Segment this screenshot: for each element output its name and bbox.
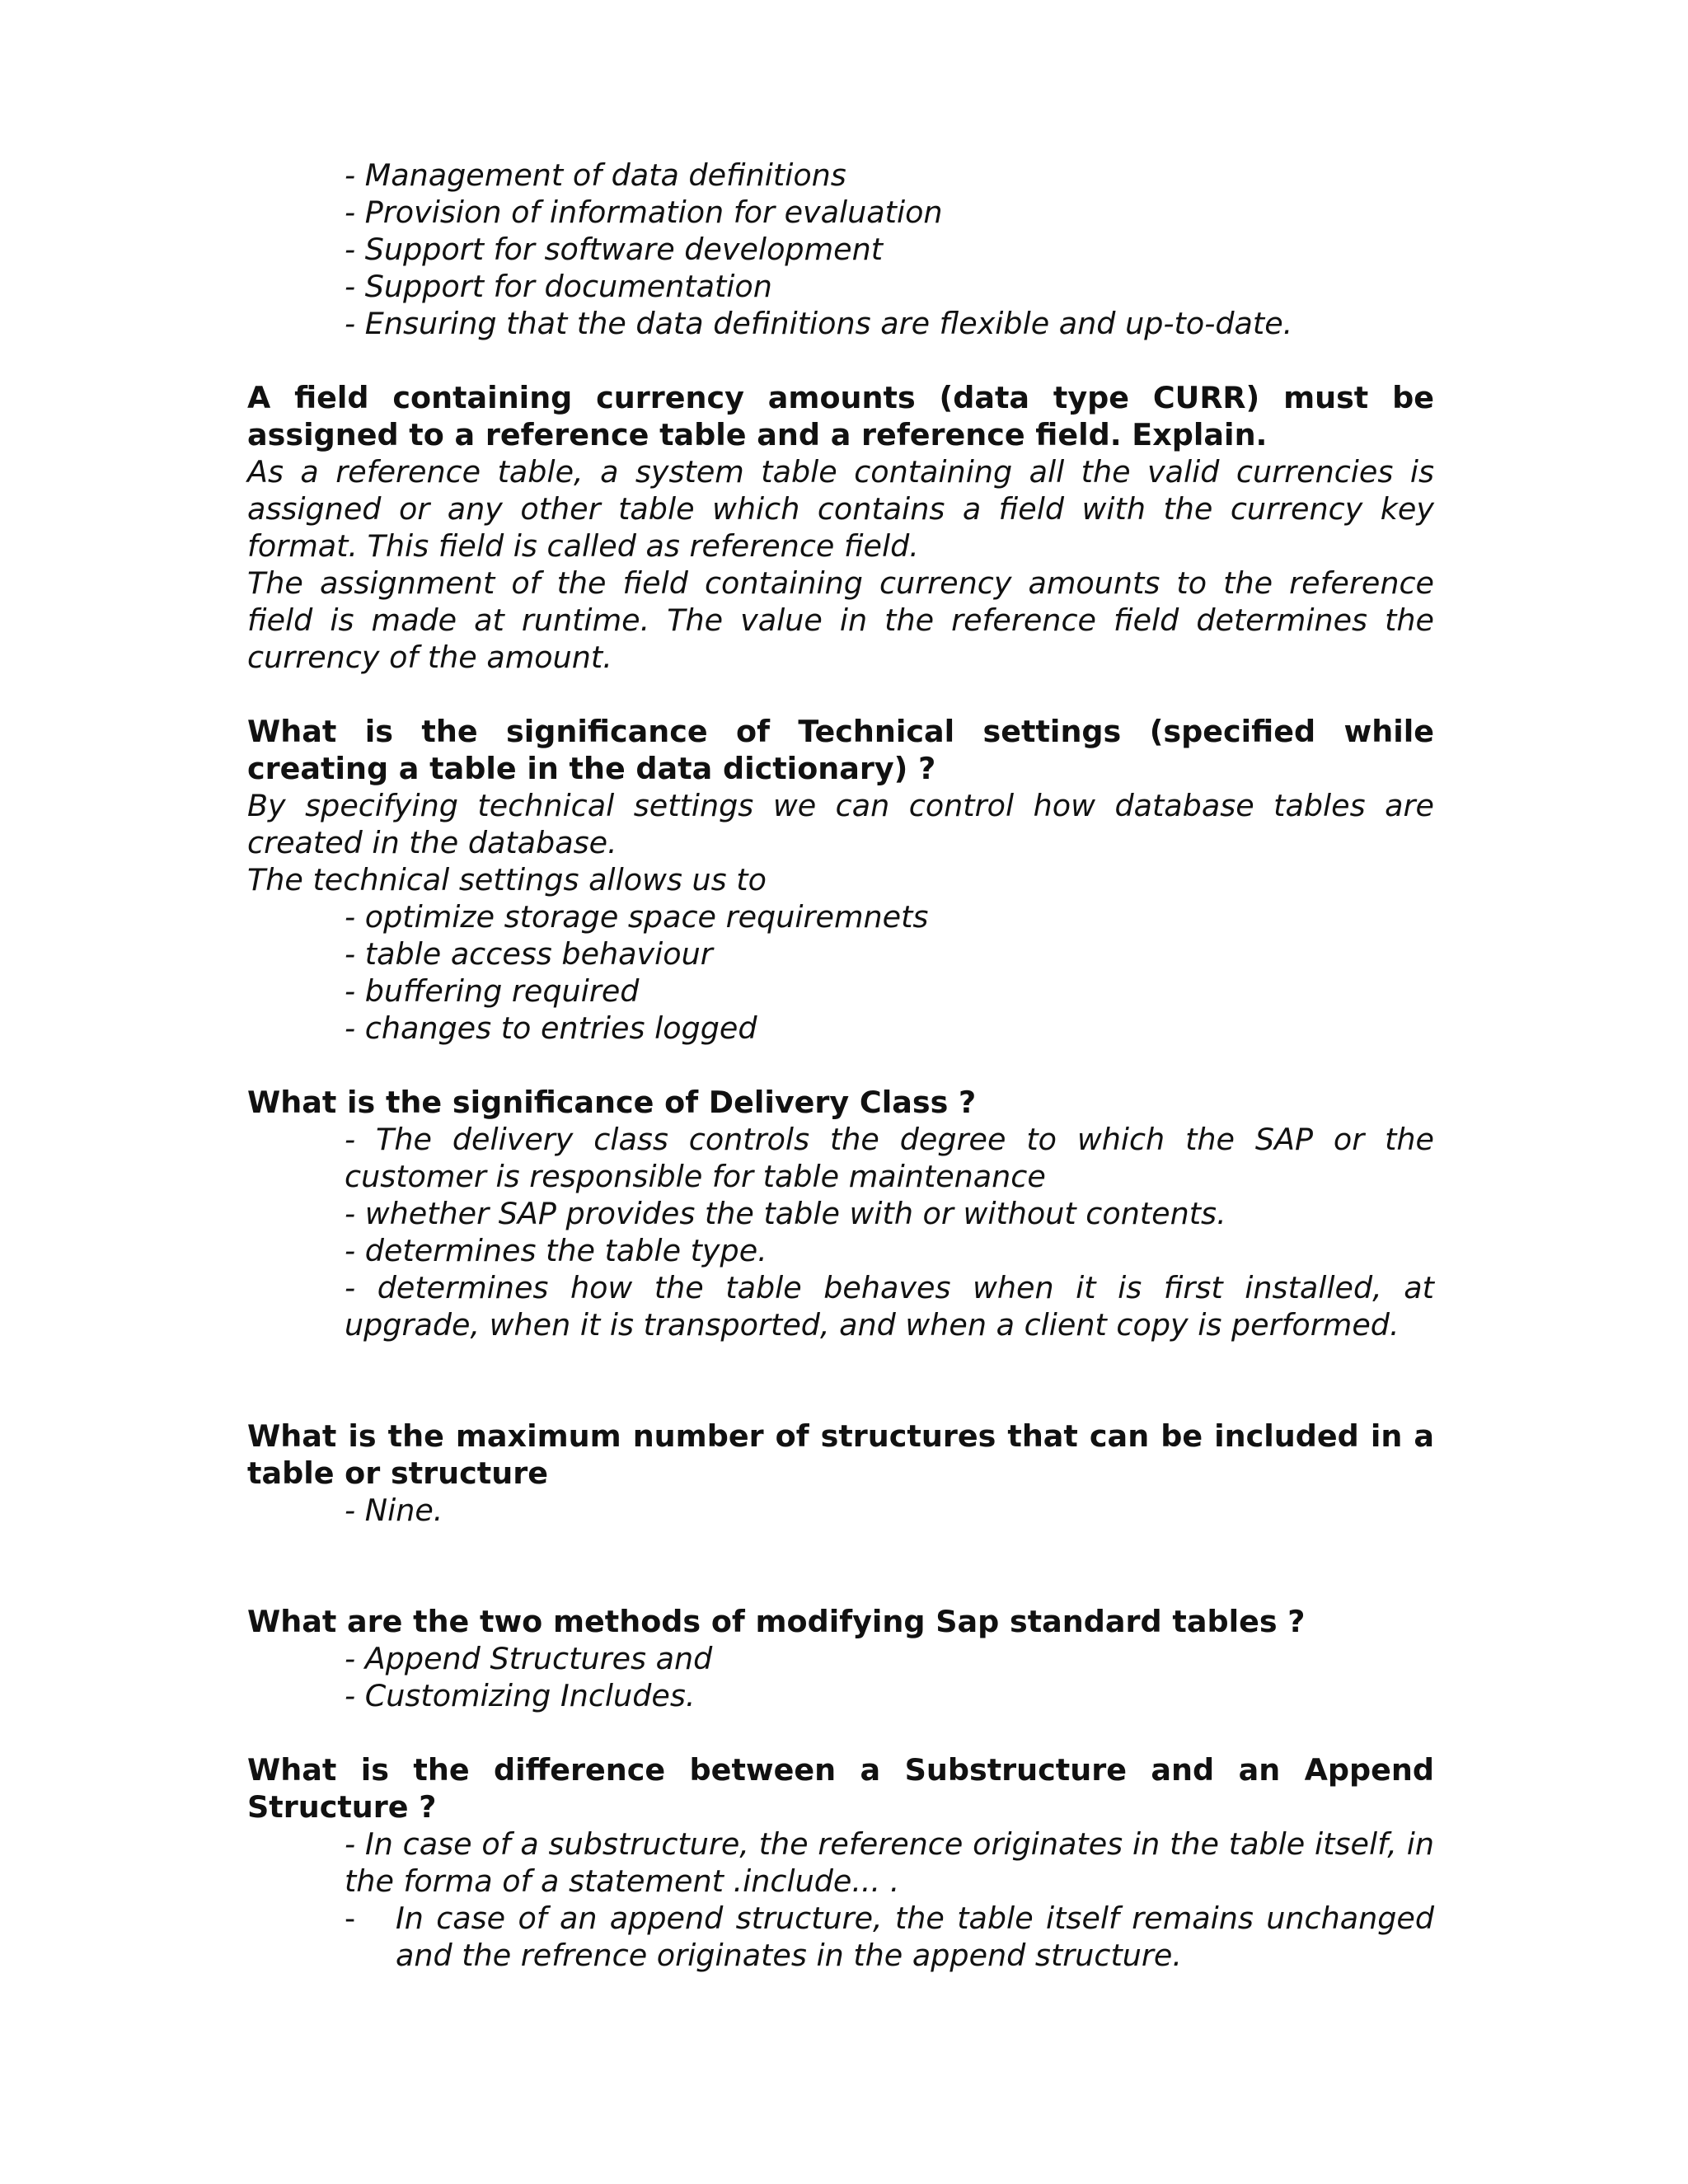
list-item: - optimize storage space requiremnets [345, 899, 929, 935]
list-item: - Management of data definitions [345, 157, 846, 193]
list-item: - Customizing Includes. [345, 1678, 696, 1713]
section-currency-reference [247, 379, 1434, 676]
list-item: - Support for documentation [345, 269, 772, 304]
bulleted-list-item [345, 1900, 1434, 1974]
list-item: - Provision of information for evaluation [345, 194, 943, 230]
list-item: - In case of a substructure, the reference originates in the table itself, in the forma of a statement .include... . [345, 1826, 1434, 1899]
question-heading: What is the significance of Delivery Class ? [247, 1085, 977, 1120]
question-heading: A field containing currency amounts (data type CURR) must be assigned to a reference table and a reference field. Explain. [247, 380, 1434, 452]
list-item: - Append Structures and [345, 1641, 713, 1676]
section-modify-standard-tables [247, 1603, 1434, 1714]
list-item: - The delivery class controls the degree to which the SAP or the customer is responsible for table maintenance [345, 1122, 1434, 1194]
section-delivery-class [247, 1084, 1434, 1343]
list-item: - buffering required [345, 973, 640, 1009]
question-heading: What are the two methods of modifying Sap standard tables ? [247, 1604, 1306, 1639]
bulleted-item-text: In case of an append structure, the table itself remains unchanged and the refrence originates in the append structure. [396, 1900, 1434, 1973]
list-item: - table access behaviour [345, 936, 713, 972]
answer-paragraph: By specifying technical settings we can control how database tables are created in the database. [247, 788, 1434, 860]
answer-item: - Nine. [345, 1493, 443, 1528]
section-technical-settings [247, 713, 1434, 1047]
document-body [247, 157, 1434, 1974]
list-item: - determines how the table behaves when it is first installed, at upgrade, when it is transported, and when a client copy is performed. [345, 1270, 1434, 1343]
list-item: - changes to entries logged [345, 1010, 757, 1046]
section-max-structures [247, 1418, 1434, 1529]
answer-paragraph: The assignment of the field containing currency amounts to the reference field is made at runtime. The value in the reference field determines the currency of the amount. [247, 565, 1434, 675]
bullet-dash: - [345, 1900, 356, 1936]
section-substructure-vs-append [247, 1751, 1434, 1974]
list-item: - Support for software development [345, 232, 884, 267]
list-item: - Ensuring that the data definitions are flexible and up-to-date. [345, 306, 1293, 341]
list-item: - whether SAP provides the table with or without contents. [345, 1196, 1226, 1231]
list-item: - determines the table type. [345, 1233, 767, 1268]
answer-paragraph: The technical settings allows us to [247, 862, 767, 898]
answer-paragraph: As a reference table, a system table containing all the valid currencies is assigned or any other table which contains a field with the currency key format. This field is called as reference field. [247, 454, 1434, 564]
question-heading: What is the significance of Technical settings (specified while creating a table in the data dictionary) ? [247, 714, 1434, 786]
question-heading: What is the difference between a Substructure and an Append Structure ? [247, 1752, 1434, 1825]
data-dictionary-functions-list [247, 157, 1434, 342]
question-heading: What is the maximum number of structures that can be included in a table or structure [247, 1418, 1434, 1491]
